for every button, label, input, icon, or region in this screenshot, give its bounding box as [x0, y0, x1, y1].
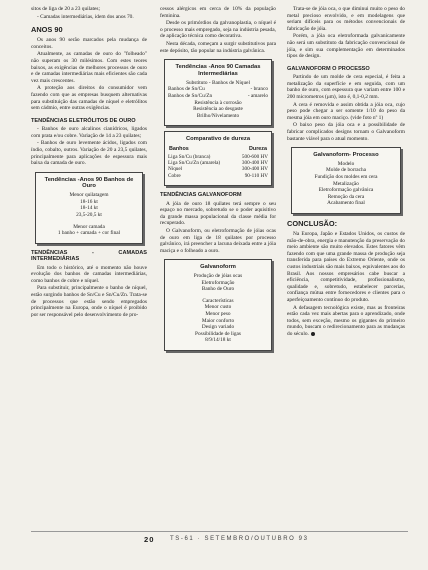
- box-line: Modelo: [337, 160, 355, 167]
- box-line: Remoção da cera: [327, 193, 365, 200]
- box-row: [168, 93, 268, 100]
- box-subtitle: Substituto - Banhos de Níquel: [186, 79, 250, 86]
- table-cell: 90-110 HV: [244, 172, 268, 179]
- box-line: 18-14 kt: [80, 205, 98, 212]
- box-line: Produção de jóias ocas: [193, 273, 243, 280]
- box-line: Molde de borracha: [325, 167, 366, 174]
- table-header-row: [168, 145, 268, 153]
- box-line: Resistência à corrosão: [194, 99, 242, 106]
- page-footer: [0, 535, 428, 545]
- box-line: 1 banho + camada + cor final: [57, 230, 121, 237]
- table-cell: 500-600 HV: [241, 153, 268, 160]
- paragraph: Atualmente, as camadas de ouro do "folheado" não superam os 30 milésimos. Com estes teores baixos, as exigências de melhores processos de ouro e de camadas intermediárias mais eficientes são cada vez mais crescentes.: [31, 51, 147, 84]
- paragraph: Em todo o histórico, até o momento não houve evolução dos banhos de camadas intermediárias, como banhos de cobre e níquel.: [31, 264, 147, 284]
- box-line: Menor custo: [204, 304, 232, 311]
- table-cell: Liga Sn/Cu/Zn (amarela): [168, 159, 221, 166]
- paragraph: Desde os primórdios da galvanoplastia, o níquel é o processo mais empregado, seja na indústria pesada, de aplicação técnica como decorativa.: [160, 20, 276, 40]
- table-header: Dureza: [249, 146, 267, 153]
- box-line: Design variado: [201, 324, 235, 331]
- end-mark-icon: [311, 332, 315, 336]
- box-line: Menor camada: [73, 223, 105, 230]
- column-3: [287, 6, 405, 339]
- sidebar-box-galvanoform: [164, 259, 272, 351]
- box-cell: Banhos de Sn/Cu: [168, 86, 205, 93]
- paragraph: - Banhos de ouro alcalinos cianídricos, ligados com prata e/ou cobre. Variação de 14 a 23 quilates;: [31, 126, 147, 139]
- box-line: Banho de Ouro: [201, 286, 235, 293]
- issue-label: TS-61 · SETEMBRO/OUTUBRO 93: [170, 536, 309, 542]
- table-cell: Níquel: [168, 166, 183, 173]
- paragraph: Na Europa, Japão e Estados Unidos, os custos de mão-de-obra, energia e manutenção da preservação do meio ambiente são muito elevados. Estes fatores vêm fazendo com que uma grande massa de produção seja transferida para países do Extremo Oriente, onde os custos industriais são mais baixos, equivalentes aos do Brasil. Aos nossos empresários cabe buscar a eficiência, competitividade, profissionalismo, qualidade e, sobretudo, estabelecer parcerias, confiança mútua entre fornecedores e clientes para o aperfeiçoamento contínuo do produto.: [287, 231, 405, 303]
- sidebar-box-camadas-intermediarias: [164, 59, 272, 126]
- box-row: [168, 86, 268, 93]
- paragraph-text: A defasagem tecnológica existe, mas as fronteiras estão cada vez mais abertas para o aprendizado, onde todos, sem exceção, mesmo os gigantes do primeiro mundo, buscam o redirecionamento para as mudanças do século.: [287, 304, 405, 337]
- box-line: Metalização: [333, 180, 359, 187]
- page-number: 20: [144, 535, 155, 544]
- section-heading-galvanoform: TENDÊNCIAS GALVANOFORM: [160, 192, 242, 199]
- box-title: Tendências -Anos 90 Camadas Intermediárias: [175, 64, 261, 77]
- box-line: Possibilidade de ligas: [195, 330, 241, 337]
- box-cell: - branco: [250, 86, 268, 93]
- box-title: Comparativo de dureza: [185, 136, 251, 143]
- box-cell: - amarelo: [247, 92, 268, 99]
- sidebar-box-banhos-de-ouro: [35, 172, 143, 244]
- table-row: [168, 173, 268, 179]
- box-line: 23,5-20,5 kt: [76, 212, 102, 219]
- section-heading-camadas: TENDÊNCIAS - CAMADAS INTERMEDIÁRIAS: [31, 249, 147, 263]
- box-line: 8/9/14/18 kt: [205, 337, 231, 344]
- table-cell: 300-400 HV: [241, 166, 268, 173]
- paragraph: Partindo de um molde de cera especial, é feita a metalização da superfície e em seguida, com um banho de ouro, com espessura que variam entre 100 e 200 micrometros (μm), isto é, 0,1-0,2 mm.: [287, 74, 405, 100]
- section-heading-anos-90: ANOS 90: [31, 25, 63, 35]
- box-title: Tendências -Anos 90 Banhos de Ouro: [44, 176, 134, 190]
- box-line: Eletroformação galvânica: [318, 187, 374, 194]
- box-title: Galvanoform: [200, 264, 236, 271]
- paragraph: cessos alérgicos em cerca de 10% da população feminina.: [160, 6, 276, 19]
- box-cell: Banhos de Sn/Cu/Zn: [168, 92, 213, 99]
- section-heading-eletrolitos: TENDÊNCIAS ELETRÓLITOS DE OURO: [31, 117, 136, 124]
- box-line: Menor quilatagem: [69, 192, 109, 199]
- paragraph: sitos de liga de 20 a 23 quilates;: [31, 6, 101, 12]
- footer-rule: [31, 531, 408, 532]
- sidebar-box-processo: [291, 147, 401, 214]
- column-1: [31, 6, 147, 319]
- box-line: Acabamento final: [327, 200, 365, 207]
- box-line: Características: [202, 297, 234, 304]
- table-header: Banhos: [169, 146, 189, 153]
- column-2: [160, 6, 276, 356]
- paragraph: A cera é removida e assim obtida a jóia oca, cujo peso pode chegar a ser somente 1/10 do peso da mesma jóia em ouro maciço. (vide foto nº 1): [287, 101, 405, 121]
- paragraph: O baixo peso da jóia oca e a possibilidade de fabricar complicados designs tornam o Galvanoform bastante viável para o atual momento.: [287, 122, 405, 142]
- paragraph: Para substituir, principalmente o banho de níquel, estão surgindo banhos de Sn/Cu e Sn/Cu/Zn. Trata-se de processos que estão sendo empregados principalmente na Europa, onde o níquel é proibido por ser responsável pelo desenvolvimento de pro-: [31, 285, 147, 318]
- paragraph: Trata-se de jóia oca, o que diminui muito o peso do metal precioso envolvido, e em modelagens que seriam difíceis para os métodos convencionais de fabricação de jóia.: [287, 6, 405, 32]
- hardness-table: [168, 145, 268, 179]
- paragraph: A proteção aos direitos do consumidor vem fazendo com que as empresas busquem alternativas para substituição das camadas de níquel e eletrólitos sem cádmio, entre outras exigências.: [31, 85, 147, 112]
- paragraph: - Banhos de ouro levemente ácidos, ligados com índio, cobalto, outros. Variação de 20 a 23,5 quilates, principalmente para aplicações de espessura mais baixa da camada de ouro.: [31, 140, 147, 167]
- sidebar-box-comparativo-dureza: [164, 131, 272, 186]
- box-title: Galvanoform- Processo: [313, 152, 379, 159]
- paragraph: Os anos 90 serão marcados pela mudança de conceitos.: [31, 37, 147, 50]
- section-heading-conclusao: CONCLUSÃO:: [287, 219, 338, 229]
- table-cell: Liga Sn/Cu (branca): [168, 153, 211, 160]
- box-line: Brilho/Nivelamento: [196, 112, 240, 119]
- paragraph: - Camadas intermediárias, idem dos anos 70.: [37, 13, 134, 20]
- paragraph: O Galvanoform, ou eletroformação de jóias ocas de ouro em liga de 18 quilates por processo galvânico, irá preencher a lacuna deixada entre a jóia maciça e o folheado a ouro.: [160, 227, 276, 254]
- box-line: Maior conforto: [201, 317, 235, 324]
- paragraph: Nesta década, começam a surgir substitutivos para este depósito, tão popular na indústria galvânica.: [160, 40, 276, 54]
- box-line: 18-16 kt: [80, 198, 98, 205]
- paragraph: Porém, a jóia oca eletroformada galvanicamente não será um substituto da fabricação convencional de jóia, e sim sua complementação em determinados tipos de design.: [287, 33, 405, 60]
- box-line: Fundição dos moldes em cera: [314, 174, 378, 181]
- box-line: Eletroformação: [201, 279, 235, 286]
- table-cell: 300-400 HV: [241, 159, 268, 166]
- section-heading-processo: GALVANOFORM O PROCESSO: [287, 65, 370, 72]
- box-line: Menor peso: [205, 311, 231, 318]
- box-line: Resistência ao desgaste: [193, 106, 243, 113]
- table-cell: Cobre: [168, 172, 181, 179]
- paragraph: A jóia de ouro 18 quilates terá sempre o seu espaço no mercado, sobretudo se o poder aquisitivo da grande massa populacional da classe média for recuperado.: [160, 200, 276, 227]
- paragraph: [287, 305, 405, 338]
